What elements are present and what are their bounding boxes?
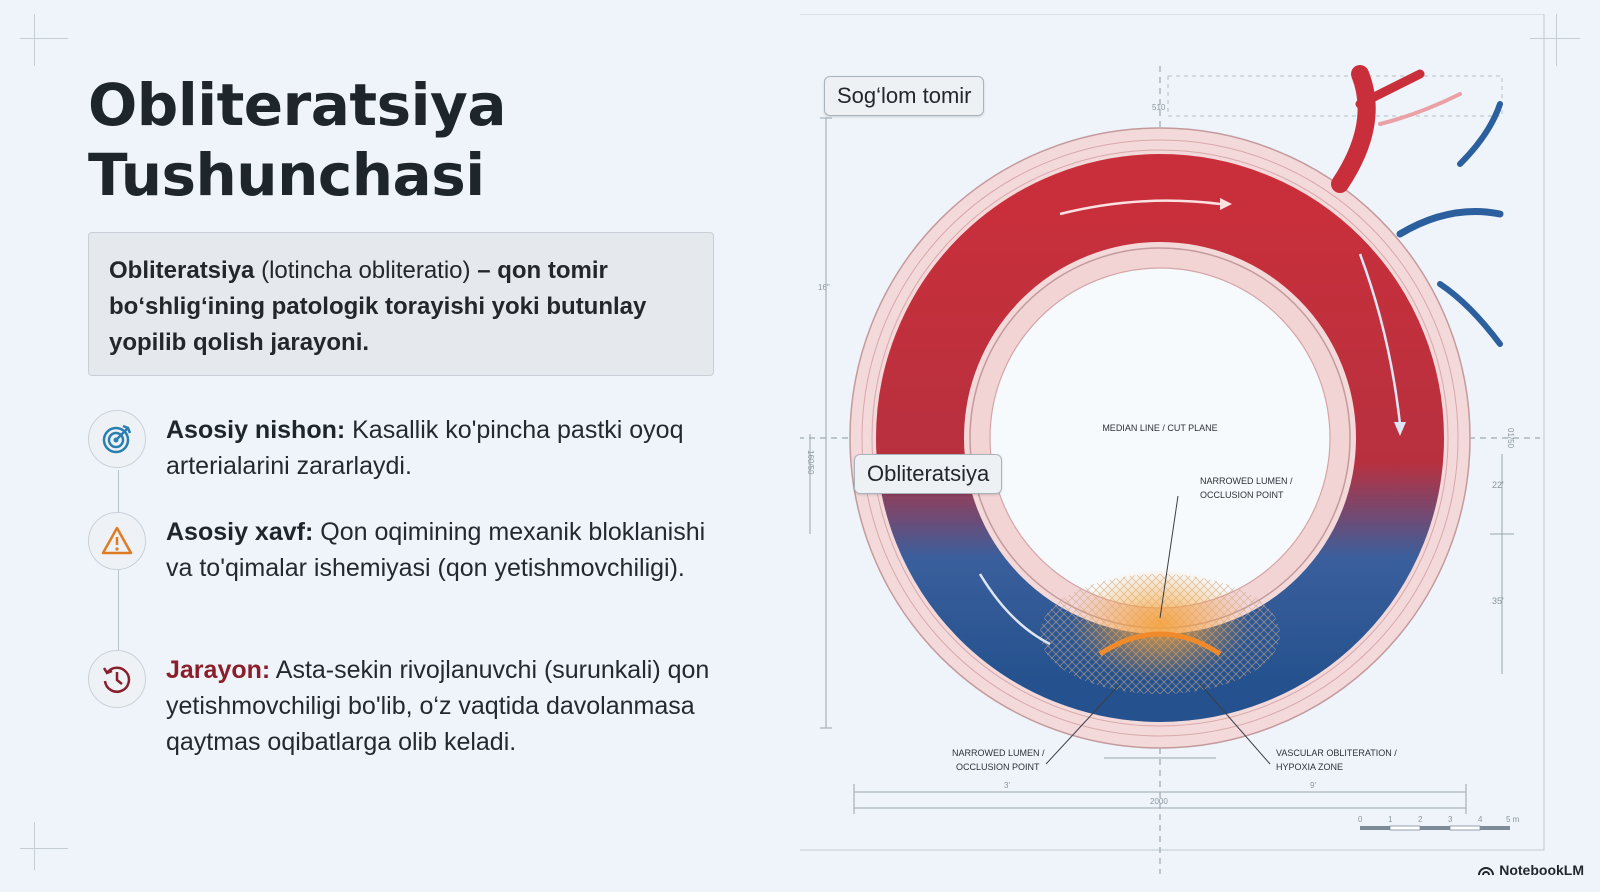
- crop-mark: [34, 822, 35, 870]
- point-text: [166, 652, 736, 760]
- hypoxia-glow: [1070, 569, 1250, 679]
- occlusion-point-label: OCCLUSION POINT: [1200, 490, 1284, 500]
- target-icon: [88, 410, 146, 468]
- brand-name: NotebookLM: [1499, 862, 1584, 878]
- point-label: Asosiy xavf:: [166, 518, 314, 546]
- dim-right-35: 35': [1492, 596, 1504, 606]
- vein-branch: [1400, 212, 1500, 235]
- dim-bottom-total: 2000: [1150, 797, 1168, 806]
- callout-healthy-vessel: Sog‘lom tomir: [824, 76, 984, 116]
- point-text: [166, 412, 736, 484]
- scale-tick: 2: [1418, 815, 1423, 824]
- scale-tick: 4: [1478, 815, 1483, 824]
- dim-bottom-right: 9': [1310, 781, 1316, 790]
- title-line-2: Tushunchasi: [88, 141, 485, 209]
- point-label: Jarayon:: [166, 656, 271, 684]
- narrowed-lumen-label-bottom: NARROWED LUMEN /: [952, 748, 1045, 758]
- dim-right-mid: 01/50: [1506, 428, 1515, 449]
- scale-tick: 0: [1358, 815, 1363, 824]
- dim-left-mid: 160/50: [806, 450, 815, 475]
- point-body: Qon oqimining mexanik bloklanishi va to'qimalar ishemiyasi (qon yetishmovchiligi).: [166, 518, 706, 582]
- point-process: [88, 650, 728, 760]
- crop-mark: [20, 38, 68, 39]
- definition-text: – qon tomir bo‘shlig‘ining patologik torayishi yoki butunlay yopilib qolish jarayoni.: [109, 257, 647, 356]
- title-line-1: Obliteratsiya: [88, 71, 506, 139]
- point-risk: [88, 512, 728, 622]
- dim-right-22: 22': [1492, 480, 1504, 490]
- point-target: [88, 410, 728, 520]
- hypoxia-zone-label: HYPOXIA ZONE: [1276, 762, 1344, 772]
- occlusion-point-label-bottom: OCCLUSION POINT: [956, 762, 1040, 772]
- scale-tick: 3: [1448, 815, 1453, 824]
- vascular-obliteration-label: VASCULAR OBLITERATION /: [1276, 748, 1397, 758]
- history-icon: [88, 650, 146, 708]
- definition-box: [88, 232, 714, 376]
- scale-tick: 5 m: [1506, 815, 1520, 824]
- narrowed-lumen-label: NARROWED LUMEN /: [1200, 476, 1293, 486]
- crop-mark: [34, 14, 35, 66]
- crop-mark: [20, 848, 68, 849]
- vessel-diagram: [800, 14, 1580, 874]
- brand-logo: [1478, 862, 1584, 878]
- artery-branch: [1340, 74, 1367, 184]
- dim-left-upper: 16": [818, 283, 830, 292]
- callout-obliteration: Obliteratsiya: [854, 454, 1002, 494]
- dim-bottom-left: 3': [1004, 781, 1010, 790]
- definition-latin: (lotincha obliteratio): [254, 257, 478, 284]
- point-body: Asta-sekin rivojlanuvchi (surunkali) qon yetishmovchiligi bo'lib, o‘z vaqtida davolanmasa qaytmas oqibatlarga olib keladi.: [166, 656, 710, 756]
- point-body: Kasallik ko'pincha pastki oyoq arterialarini zararlaydi.: [166, 416, 684, 480]
- notebooklm-icon: [1478, 864, 1494, 876]
- scale-bar: [1358, 815, 1520, 830]
- page-title: [88, 70, 728, 210]
- dim-top: 510: [1152, 103, 1166, 112]
- scale-tick: 1: [1388, 815, 1393, 824]
- definition-term: Obliteratsiya: [109, 257, 255, 284]
- vessel-diagram-svg: [800, 14, 1580, 874]
- point-text: [166, 514, 736, 586]
- point-label: Asosiy nishon:: [166, 416, 346, 444]
- median-line-label: MEDIAN LINE / CUT PLANE: [1102, 423, 1218, 433]
- warning-icon: [88, 512, 146, 570]
